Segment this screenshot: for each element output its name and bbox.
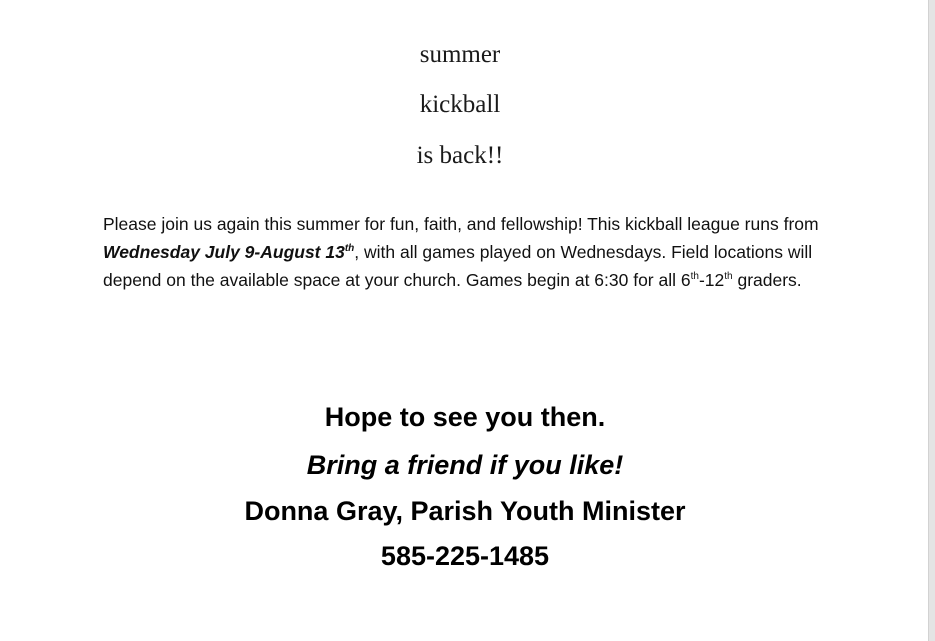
paragraph-end-text: graders. bbox=[732, 270, 802, 290]
dates-ordinal-superscript: th bbox=[344, 243, 355, 254]
paragraph-details-text: , with all games played on Wednesdays. Field locations will depend on the available space at your church. Games begin at 6:30 for all 6 bbox=[103, 242, 813, 290]
heading-line-kickball: kickball bbox=[419, 91, 501, 118]
grade-start-superscript: th bbox=[690, 271, 699, 282]
heading-line-is-back: is back!! bbox=[416, 142, 504, 169]
contact-phone: 585-225-1485 bbox=[380, 541, 550, 571]
league-dates bbox=[103, 242, 354, 262]
closing-see-you: Hope to see you then. bbox=[324, 402, 606, 432]
heading-line-summer: summer bbox=[419, 41, 501, 68]
grade-range-text: -12 bbox=[698, 270, 725, 290]
grade-end-superscript: th bbox=[724, 271, 733, 282]
paragraph-intro-text: Please join us again this summer for fun, faith, and fellowship! This kickball league runs from bbox=[103, 214, 819, 234]
announcement-paragraph bbox=[103, 210, 848, 294]
contact-name-title: Donna Gray, Parish Youth Minister bbox=[244, 496, 686, 526]
closing-bring-friend: Bring a friend if you like! bbox=[306, 450, 624, 480]
league-dates-text: Wednesday July 9-August 13 bbox=[103, 242, 345, 262]
scrollbar-track[interactable] bbox=[928, 0, 935, 641]
